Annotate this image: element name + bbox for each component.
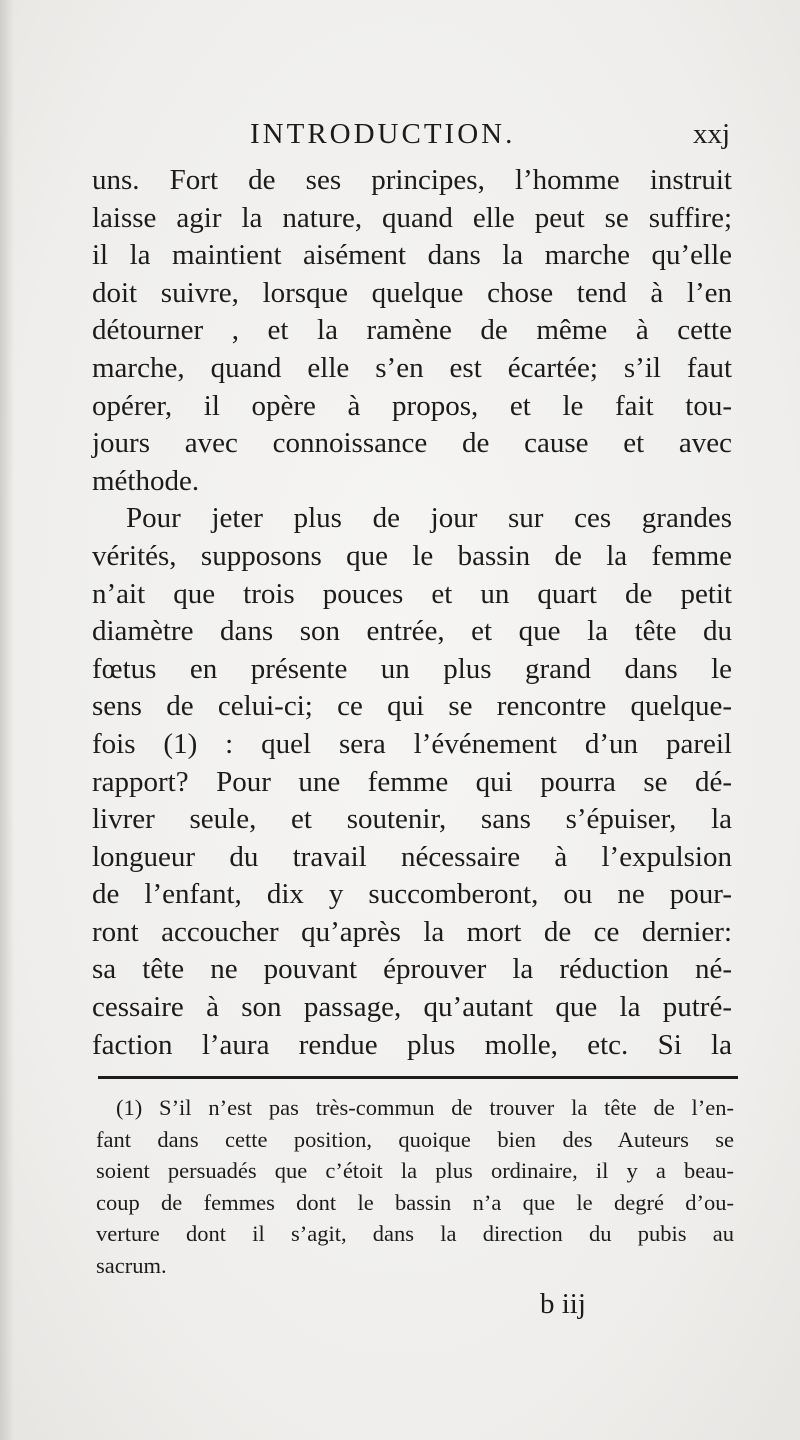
text-line: de l’enfant, dix y succomberont, ou ne pour- bbox=[92, 878, 732, 911]
footnote-line: fant dans cette position, quoique bien des Auteurs se bbox=[96, 1126, 734, 1152]
signature-mark: b iij bbox=[540, 1288, 586, 1320]
text-line: Pour jeter plus de jour sur ces grandes bbox=[126, 502, 732, 535]
text-line: méthode. bbox=[92, 464, 200, 497]
text-line: livrer seule, et soutenir, sans s’épuiser, la bbox=[92, 803, 732, 836]
footnote-line: soient persuadés que c’étoit la plus ordinaire, il y a beau- bbox=[96, 1158, 734, 1183]
footnote-line: (1) S’il n’est pas très-commun de trouver la tête de l’en- bbox=[116, 1095, 734, 1120]
text-line: marche, quand elle s’en est écartée; s’il faut bbox=[92, 351, 732, 384]
text-line: longueur du travail nécessaire à l’expulsion bbox=[92, 840, 732, 873]
text-line: laisse agir la nature, quand elle peut se suffire; bbox=[92, 201, 732, 234]
text-line: diamètre dans son entrée, et que la tête du bbox=[92, 615, 732, 648]
body-text bbox=[92, 162, 732, 1064]
text-line: n’ait que trois pouces et un quart de petit bbox=[92, 577, 732, 610]
text-line: cessaire à son passage, qu’autant que la putré- bbox=[92, 991, 732, 1024]
text-line: sa tête ne pouvant éprouver la réduction né- bbox=[92, 953, 732, 986]
running-title: INTRODUCTION. bbox=[250, 118, 516, 150]
running-head bbox=[250, 118, 730, 158]
text-line: fœtus en présente un plus grand dans le bbox=[92, 652, 732, 685]
footnote-line: verture dont il s’agit, dans la direction du pubis au bbox=[96, 1221, 734, 1246]
text-line: opérer, il opère à propos, et le fait tou- bbox=[92, 389, 732, 422]
text-line: rapport? Pour une femme qui pourra se dé- bbox=[92, 765, 732, 798]
text-line: uns. Fort de ses principes, l’homme instruit bbox=[92, 164, 732, 196]
text-line: il la maintient aisément dans la marche qu’elle bbox=[92, 239, 732, 272]
page-number: xxj bbox=[692, 118, 730, 150]
text-line: détourner , et la ramène de même à cette bbox=[92, 314, 732, 347]
page-edge-shadow bbox=[0, 0, 14, 1440]
text-line: fois (1) : quel sera l’événement d’un pareil bbox=[92, 727, 732, 760]
footnote-rule bbox=[98, 1076, 738, 1079]
footnote-line: coup de femmes dont le bassin n’a que le degré d’ou- bbox=[96, 1189, 734, 1215]
text-line: doit suivre, lorsque quelque chose tend à l’en bbox=[92, 276, 732, 309]
footnote bbox=[96, 1092, 734, 1281]
text-line: vérités, supposons que le bassin de la femme bbox=[92, 539, 732, 572]
text-line: sens de celui-ci; ce qui se rencontre quelque- bbox=[92, 690, 732, 723]
text-line: jours avec connoissance de cause et avec bbox=[92, 427, 732, 460]
text-line: faction l’aura rendue plus molle, etc. Si la bbox=[92, 1028, 732, 1061]
text-line: ront accoucher qu’après la mort de ce dernier: bbox=[92, 915, 732, 948]
footnote-line: sacrum. bbox=[96, 1252, 167, 1278]
